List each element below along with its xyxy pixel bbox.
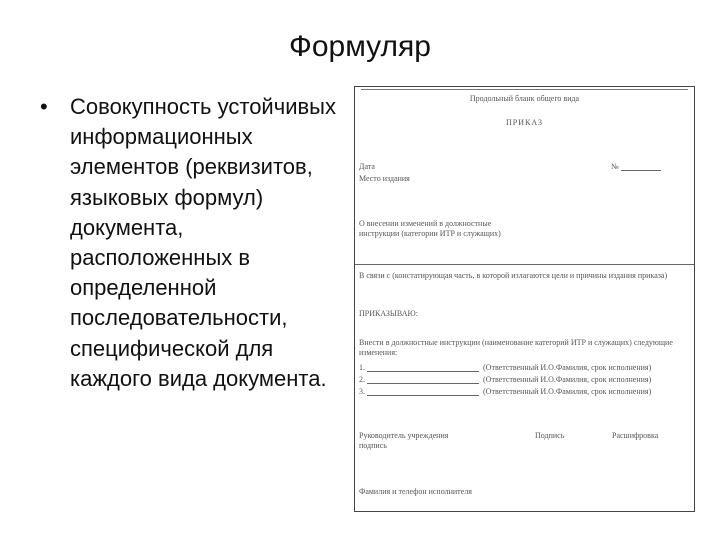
- form-heading: О внесении изменений в должностные инструкции (категории ИТР и служащих): [359, 219, 501, 238]
- form-number-label: №: [611, 162, 619, 171]
- slide-title: Формуляр: [289, 30, 431, 63]
- form-sign-signature: Подпись: [535, 431, 565, 440]
- form-sign-decoding: Расшифровка: [612, 431, 659, 440]
- form-list-item: [359, 363, 694, 372]
- form-list-item: [359, 387, 694, 396]
- form-preamble: В связи с (констатирующая часть, в которой излагаются цели и причины издания приказа): [359, 271, 668, 280]
- bullet-marker: •: [40, 94, 48, 119]
- form-blank-header: Продольный бланк общего вида: [469, 94, 580, 103]
- form-item-text: (Ответственный И.О.Фамилия, срок исполнения): [483, 363, 652, 372]
- form-number-field: [611, 162, 661, 171]
- bullet-item: [40, 92, 350, 394]
- document-form-image: [354, 86, 695, 512]
- form-place-label: Место издания: [359, 174, 410, 183]
- form-item-number: 3.: [359, 387, 365, 396]
- form-number-line: [621, 170, 661, 171]
- form-item-text: (Ответственный И.О.Фамилия, срок исполнения): [483, 387, 652, 396]
- form-item-line: [367, 371, 479, 372]
- form-sign-title: Руководитель учреждения подпись: [359, 431, 449, 450]
- bullet-definition-text: Совокупность устойчивых информационных элементов (реквизитов, языковых формул) документа, расположенных в определенной последовательности, специфической для каждого вида документа.: [70, 94, 336, 391]
- form-item-line: [367, 395, 479, 396]
- form-order-word: ПРИКАЗЫВАЮ:: [359, 309, 418, 318]
- form-divider: [355, 264, 694, 265]
- form-date-label: Дата: [359, 162, 375, 171]
- form-top-rule: [361, 89, 688, 90]
- form-item-text: (Ответственный И.О.Фамилия, срок исполнения): [483, 375, 652, 384]
- form-item-number: 2.: [359, 375, 365, 384]
- form-item-line: [367, 383, 479, 384]
- form-list-item: [359, 375, 694, 384]
- form-intro: Внести в должностные инструкции (наименование категорий ИТР и служащих) следующие изменения:: [359, 338, 673, 357]
- form-doc-type: ПРИКАЗ: [506, 118, 543, 127]
- form-item-number: 1.: [359, 363, 365, 372]
- form-footer: Фамилия и телефон исполнителя: [359, 487, 472, 496]
